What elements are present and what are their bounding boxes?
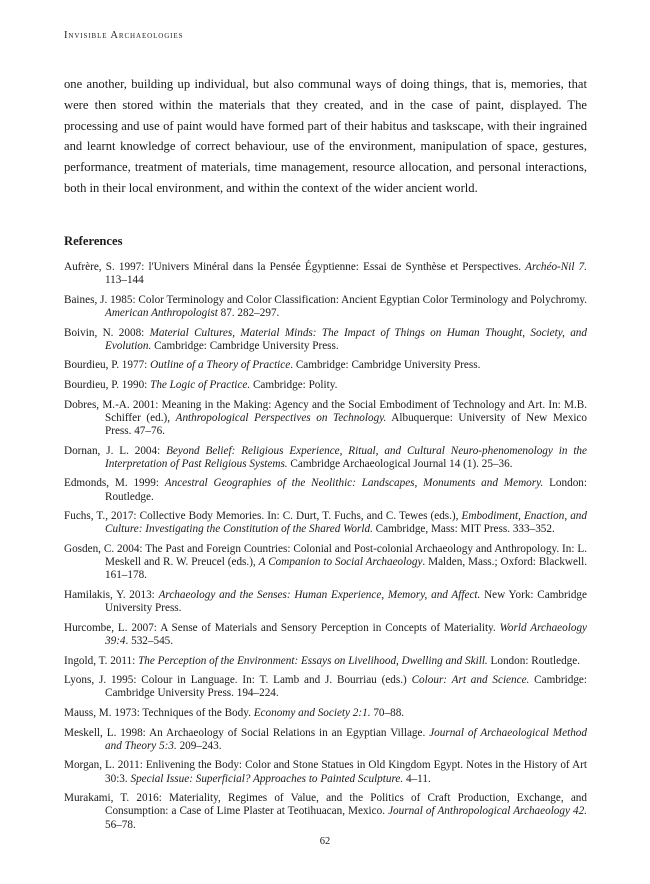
page-number: 62: [319, 836, 331, 847]
ref-text-tail: Cambridge: Cambridge University Press.: [151, 339, 339, 352]
ref-italic: Beyond Belief: Religious Experience, Ritual, and Cultural Neuro-phenomenology in the Interpretation of Past Religious Systems.: [105, 444, 587, 470]
ref-text: Boivin, N. 2008:: [64, 326, 150, 339]
ref-italic: Outline of a Theory of Practice: [150, 359, 291, 372]
reference-entry: [64, 759, 587, 785]
ref-text: Mauss, M. 1973: Techniques of the Body.: [64, 706, 254, 719]
reference-entry: [64, 543, 587, 583]
ref-italic: The Logic of Practice.: [150, 378, 251, 391]
ref-text: Fuchs, T., 2017: Collective Body Memories. In: C. Durt, T. Fuchs, and C. Tewes (eds.),: [64, 510, 462, 523]
ref-italic: Archaeology and the Senses: Human Experience, Memory, and Affect.: [158, 588, 481, 601]
ref-italic: Archéo-Nil 7.: [525, 261, 588, 273]
ref-italic: Journal of Archaeological Method and Theory 5:3.: [105, 726, 587, 752]
ref-text-tail: Cambridge, Mass: MIT Press. 333–352.: [372, 523, 555, 536]
reference-entry: [64, 399, 587, 439]
ref-text-tail: Cambridge: Cambridge University Press. 194–224.: [105, 674, 587, 700]
ref-text-tail: . 532–545.: [125, 634, 174, 647]
references-list: [64, 261, 587, 838]
reference-entry: [64, 727, 587, 753]
reference-entry: [64, 261, 587, 287]
reference-entry: [64, 379, 587, 392]
ref-text-tail: 113–144: [105, 274, 144, 287]
ref-text: Edmonds, M. 1999:: [64, 477, 165, 490]
ref-text: Aufrère, S. 1997: l'Univers Minéral dans la Pensée Égyptienne: Essai de Synthèse et Perspectives.: [64, 261, 526, 273]
ref-italic: A Companion to Social Archaeology: [258, 556, 423, 569]
ref-text: Baines, J. 1985: Color Terminology and Color Classification: Ancient Egyptian Color Terminology and Polychromy.: [64, 293, 587, 306]
ref-text-tail: 70–88.: [370, 706, 405, 719]
ref-text-tail: 87. 282–297.: [217, 307, 280, 319]
ref-text-tail: London: Routledge.: [105, 477, 587, 503]
ref-italic: The Perception of the Environment: Essays on Livelihood, Dwelling and Skill.: [138, 654, 488, 667]
ref-text: Dornan, J. L. 2004:: [64, 444, 167, 457]
ref-text: Hamilakis, Y. 2013:: [64, 588, 159, 601]
reference-entry: [64, 622, 587, 648]
ref-text-tail: . Cambridge: Cambridge University Press.: [290, 359, 481, 372]
ref-italic: Material Cultures, Material Minds: The Impact of Things on Human Thought, Society, and Evolution.: [105, 326, 587, 352]
reference-entry: [64, 445, 587, 471]
ref-text: Murakami, T. 2016: Materiality, Regimes of Value, and the Politics of Craft Production, Exchange, and Consumption: a Case of Lime Plaster at Teotihuacan, Mexico.: [64, 792, 587, 818]
ref-text-tail: Albuquerque: University of New Mexico Press. 47–76.: [105, 411, 587, 437]
ref-text: Hurcombe, L. 2007: A Sense of Materials and Sensory Perception in Concepts of Materiality.: [64, 621, 500, 634]
ref-italic: Special Issue: Superficial? Approaches to Painted Sculpture.: [130, 772, 404, 785]
ref-text-tail: New York: Cambridge University Press.: [105, 588, 587, 615]
ref-italic: Embodiment, Enaction, and Culture: Investigating the Constitution of the Shared World.: [105, 510, 587, 536]
reference-entry: [64, 510, 587, 536]
reference-entry: [64, 327, 587, 353]
ref-text-tail: Cambridge: Polity.: [250, 378, 338, 391]
reference-entry: [64, 674, 587, 700]
body-paragraph: one another, building up individual, but also communal ways of doing things, that is, memories, that were then stored within the materials that they created, and in the case of paint, displayed. The processing and use of paint would have formed part of their habitus and taskscape, with their ingrained and learnt knowledge of correct behaviour, use of the environment, manipulation of space, gestures, performance, treatment of materials, time management, resource allocation, and personal interactions, both in their local environment, and within the context of the wider ancient world.: [64, 77, 587, 195]
ref-text: Bourdieu, P. 1990:: [64, 378, 151, 391]
ref-text: Dobres, M.-A. 2001: Meaning in the Making: Agency and the Social Embodiment of Technology and Art. In: M.B. Schiffer (ed.),: [64, 398, 587, 424]
ref-italic: Colour: Art and Science.: [411, 674, 530, 687]
ref-italic: Ancestral Geographies of the Neolithic: Landscapes, Monuments and Memory.: [164, 477, 544, 490]
ref-text-tail: London: Routledge.: [487, 654, 581, 667]
ref-italic: Anthropological Perspectives on Technology.: [175, 411, 387, 424]
ref-italic: Economy and Society 2:1.: [253, 706, 371, 719]
ref-italic: World Archaeology 39:4: [105, 621, 588, 647]
ref-text-tail: 209–243.: [176, 739, 222, 752]
reference-entry: [64, 655, 587, 668]
ref-italic: American Anthropologist: [105, 307, 218, 319]
ref-text: Gosden, C. 2004: The Past and Foreign Countries: Colonial and Post-colonial Archaeology and Anthropology. In: L. Meskell and R. W. Preucel (eds.),: [64, 542, 587, 569]
references-heading: References: [64, 234, 123, 248]
reference-entry: [64, 477, 587, 503]
ref-text: Lyons, J. 1995: Colour in Language. In: T. Lamb and J. Bourriau (eds.): [64, 674, 412, 687]
reference-entry: [64, 792, 587, 832]
ref-italic: Journal of Anthropological Archaeology 42.: [388, 805, 587, 818]
ref-text: Morgan, L. 2011: Enlivening the Body: Color and Stone Statues in Old Kingdom Egypt. Notes in the History of Art 30:3.: [64, 759, 587, 785]
reference-entry: [64, 294, 587, 320]
ref-text: Bourdieu, P. 1977:: [64, 359, 151, 372]
running-head: Invisible Archaeologies: [64, 30, 184, 41]
ref-text: Meskell, L. 1998: An Archaeology of Social Relations in an Egyptian Village.: [64, 726, 430, 739]
reference-entry: [64, 707, 587, 720]
ref-text-tail: . Malden, Mass.; Oxford: Blackwell. 161–178.: [105, 556, 587, 582]
ref-text-tail: 4–11.: [403, 772, 431, 785]
ref-text: Ingold, T. 2011:: [64, 654, 139, 667]
reference-entry: [64, 359, 587, 372]
ref-text-tail: 56–78.: [105, 818, 136, 831]
ref-text-tail: Cambridge Archaeological Journal 14 (1). 25–36.: [287, 457, 513, 470]
reference-entry: [64, 589, 587, 615]
